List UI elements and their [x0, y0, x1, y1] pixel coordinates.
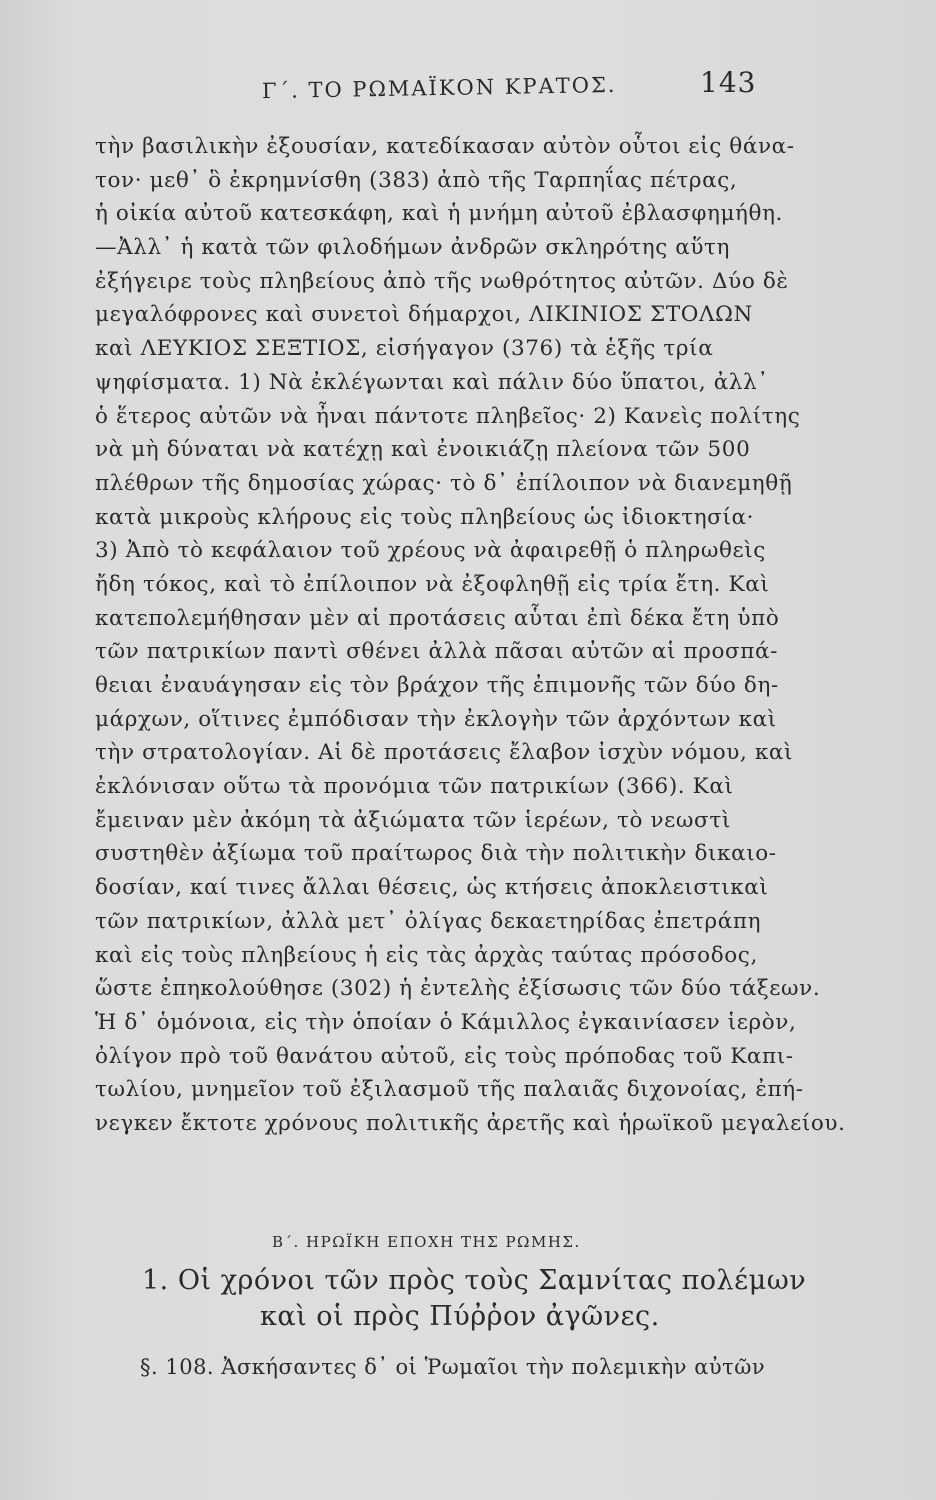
chapter-title-line-1: 1. Οἱ χρόνοι τῶν πρὸς τοὺς Σαμνίτας πολέμων — [142, 1265, 807, 1296]
body-text — [95, 130, 846, 1141]
text-line: ἡ οἰκία αὐτοῦ κατεσκάφη, καὶ ἡ μνήμη αὐτοῦ ἐβλασφημήθη. — [95, 201, 783, 227]
section-heading: Β΄. ΗΡΩΪΚΗ ΕΠΟΧΗ ΤΗΣ ΡΩΜΗΣ. — [272, 1233, 581, 1251]
text-line: ἤδη τόκος, καὶ τὸ ἐπίλοιπον νὰ ἐξοφληθῇ εἰς τρία ἔτη. Καὶ — [95, 571, 770, 597]
text-line: 3) Ἀπὸ τὸ κεφάλαιον τοῦ χρέους νὰ ἀφαιρεθῇ ὁ πληρωθεὶς — [95, 538, 766, 564]
text-line: θειαι ἐναυάγησαν εἰς τὸν βράχον τῆς ἐπιμονῆς τῶν δύο δη- — [95, 673, 779, 698]
text-line: τῶν πατρικίων παντὶ σθένει ἀλλὰ πᾶσαι αὐτῶν αἱ προσπά- — [95, 639, 778, 665]
text-line: τωλίου, μνημεῖον τοῦ ἐξιλασμοῦ τῆς παλαιᾶς διχονοίας, ἐπή- — [95, 1077, 804, 1103]
text-line: μάρχων, οἵτινες ἐμπόδισαν τὴν ἐκλογὴν τῶν ἀρχόντων καὶ — [95, 706, 777, 732]
text-line: νὰ μὴ δύναται νὰ κατέχῃ καὶ ἐνοικιάζῃ πλείονα τῶν 500 — [95, 437, 751, 463]
text-line: ἔμειναν μὲν ἀκόμη τὰ ἀξιώματα τῶν ἱερέων, τὸ νεωστὶ — [95, 807, 731, 833]
text-line: νεγκεν ἔκτοτε χρόνους πολιτικῆς ἀρετῆς καὶ ἡρωϊκοῦ μεγαλείου. — [95, 1110, 846, 1136]
text-line: ἐκλόνισαν οὕτω τὰ προνόμια τῶν πατρικίων (366). Καὶ — [95, 774, 734, 800]
text-line: ὀλίγον πρὸ τοῦ θανάτου αὐτοῦ, εἰς τοὺς πρόποδας τοῦ Καπι- — [95, 1043, 794, 1069]
text-line: τὴν στρατολογίαν. Αἱ δὲ προτάσεις ἔλαβον ἰσχὺν νόμου, καὶ — [95, 740, 794, 766]
text-line: τὴν βασιλικὴν ἐξουσίαν, κατεδίκασαν αὐτὸν οὗτοι εἰς θάνα- — [95, 134, 795, 159]
text-line: καὶ ΛΕΥΚΙΟΣ ΣΕΞΤΙΟΣ, εἰσήγαγον (376) τὰ ἑξῆς τρία — [95, 336, 714, 362]
text-line: τῶν πατρικίων, ἀλλὰ μετ᾽ ὀλίγας δεκαετηρίδας ἐπετράπη — [95, 908, 762, 934]
paragraph-start: §. 108. Ἀσκήσαντες δ᾽ οἱ Ῥωμαῖοι τὴν πολεμικὴν αὐτῶν — [140, 1355, 766, 1379]
chapter-title — [142, 1263, 807, 1335]
running-head: Γ΄. ΤΟ ΡΩΜΑΪΚΟΝ ΚΡΑΤΟΣ. — [261, 72, 617, 104]
text-line: πλέθρων τῆς δημοσίας χώρας· τὸ δ᾽ ἐπίλοιπον νὰ διανεμηθῇ — [95, 470, 793, 496]
text-line: ψηφίσματα. 1) Νὰ ἐκλέγωνται καὶ πάλιν δύο ὕπατοι, ἀλλ᾽ — [95, 369, 769, 395]
text-line: κατεπολεμήθησαν μὲν αἱ προτάσεις αὗται ἐπὶ δέκα ἔτη ὑπὸ — [95, 605, 780, 631]
text-line: ὥστε ἐπηκολούθησε (302) ἡ ἐντελὴς ἐξίσωσις τῶν δύο τάξεων. — [95, 976, 821, 1002]
page-header — [0, 58, 936, 108]
text-line: ἐξήγειρε τοὺς πληβείους ἀπὸ τῆς νωθρότητος αὐτῶν. Δύο δὲ — [95, 268, 789, 294]
text-line: Ἡ δ᾽ ὁμόνοια, εἰς τὴν ὁποίαν ὁ Κάμιλλος ἐγκαινίασεν ἱερὸν, — [95, 1009, 797, 1035]
text-line: μεγαλόφρονες καὶ συνετοὶ δήμαρχοι, ΛΙΚΙΝΙΟΣ ΣΤΟΛΩΝ — [95, 302, 753, 328]
text-line: συστηθὲν ἀξίωμα τοῦ πραίτωρος διὰ τὴν πολιτικὴν δικαιο- — [95, 841, 777, 867]
text-line: καὶ εἰς τοὺς πληβείους ἡ εἰς τὰς ἀρχὰς ταύτας πρόσοδος, — [95, 942, 758, 968]
text-line: δοσίαν, καί τινες ἄλλαι θέσεις, ὡς κτήσεις ἀποκλειστικαὶ — [95, 875, 769, 901]
text-line: κατὰ μικροὺς κλήρους εἰς τοὺς πληβείους ὡς ἰδιοκτησία· — [95, 504, 755, 530]
page-number: 143 — [700, 66, 757, 99]
chapter-title-line-2: καὶ οἱ πρὸς Πύῤῥον ἀγῶνες. — [260, 1301, 660, 1332]
text-line: ὁ ἕτερος αὐτῶν νὰ ἦναι πάντοτε πληβεῖος· 2) Κανεὶς πολίτης — [95, 403, 801, 429]
text-line: τον· μεθ᾽ ὃ ἐκρημνίσθη (383) ἀπὸ τῆς Ταρπηΐας πέτρας, — [95, 167, 738, 193]
text-line: —Ἀλλ᾽ ἡ κατὰ τῶν φιλοδήμων ἀνδρῶν σκληρότης αὕτη — [95, 235, 731, 261]
